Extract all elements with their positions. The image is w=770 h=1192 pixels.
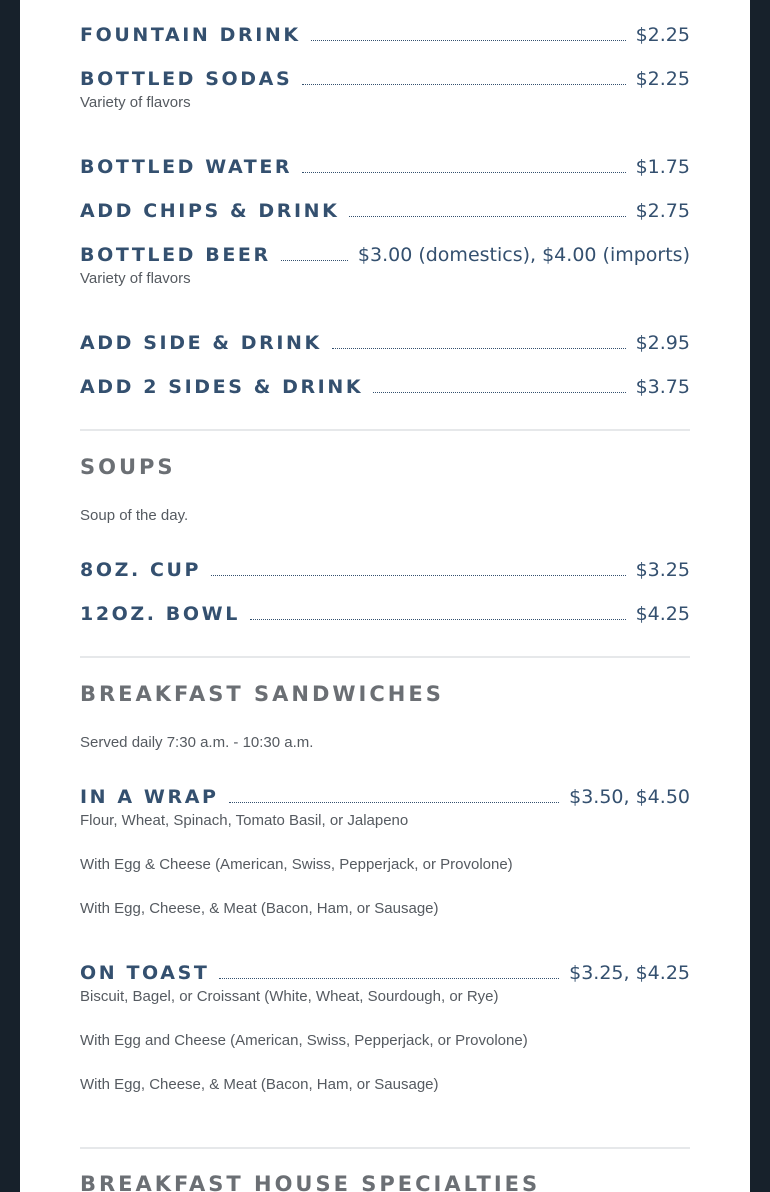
item-name: BOTTLED BEER — [80, 244, 271, 266]
dotted-leader — [219, 978, 559, 979]
item-name: IN A WRAP — [80, 786, 219, 808]
item-description: With Egg, Cheese, & Meat (Bacon, Ham, or Sausage) — [80, 1076, 439, 1093]
menu-item-bottled-beer — [80, 241, 690, 269]
menu-item-bottled-sodas — [80, 65, 690, 93]
item-name: BOTTLED SODAS — [80, 68, 293, 90]
item-description: With Egg, Cheese, & Meat (Bacon, Ham, or Sausage) — [80, 900, 439, 917]
item-description: Variety of flavors — [80, 94, 191, 111]
dotted-leader — [373, 392, 625, 393]
item-description: Flour, Wheat, Spinach, Tomato Basil, or Jalapeno — [80, 812, 409, 829]
dotted-leader — [250, 619, 626, 620]
item-price: $2.95 — [635, 332, 690, 354]
dotted-leader — [302, 84, 625, 85]
menu-page — [20, 0, 750, 1192]
menu-item-add-side-drink — [80, 329, 690, 357]
dotted-leader — [311, 40, 626, 41]
menu-item-on-toast — [80, 959, 690, 987]
item-description: With Egg and Cheese (American, Swiss, Pepperjack, or Provolone) — [80, 1032, 528, 1049]
section-title-breakfast-house-specialties: BREAKFAST HOUSE SPECIALTIES — [80, 1172, 541, 1192]
item-name: 12OZ. BOWL — [80, 603, 240, 625]
item-price: $3.25 — [635, 559, 690, 581]
section-description: Soup of the day. — [80, 507, 189, 524]
menu-item-add-2-sides-drink — [80, 373, 690, 401]
section-title-breakfast-sandwiches: BREAKFAST SANDWICHES — [80, 682, 444, 706]
item-description: Biscuit, Bagel, or Croissant (White, Wheat, Sourdough, or Rye) — [80, 988, 499, 1005]
item-name: ADD CHIPS & DRINK — [80, 200, 340, 222]
dotted-leader — [281, 260, 348, 261]
item-price: $1.75 — [635, 156, 690, 178]
item-name: ADD 2 SIDES & DRINK — [80, 376, 364, 398]
dotted-leader — [211, 575, 626, 576]
menu-item-in-a-wrap — [80, 783, 690, 811]
section-divider — [80, 1147, 690, 1149]
item-description: With Egg & Cheese (American, Swiss, Pepperjack, or Provolone) — [80, 856, 513, 873]
item-price: $2.25 — [635, 68, 690, 90]
dotted-leader — [349, 216, 625, 217]
dotted-leader — [229, 802, 560, 803]
item-price: $2.75 — [635, 200, 690, 222]
item-price: $3.50, $4.50 — [569, 786, 690, 808]
item-name: BOTTLED WATER — [80, 156, 293, 178]
cut-off-item — [80, 0, 690, 2]
menu-item-8oz-cup — [80, 556, 690, 584]
item-price: $2.25 — [635, 24, 690, 46]
section-divider — [80, 656, 690, 658]
dotted-leader — [332, 348, 626, 349]
menu-item-add-chips-drink — [80, 197, 690, 225]
section-description: Served daily 7:30 a.m. - 10:30 a.m. — [80, 734, 314, 751]
dotted-leader — [302, 172, 625, 173]
item-price: $3.75 — [635, 376, 690, 398]
item-name: 8OZ. CUP — [80, 559, 202, 581]
section-divider — [80, 429, 690, 431]
item-name: FOUNTAIN DRINK — [80, 24, 301, 46]
menu-item-12oz-bowl — [80, 600, 690, 628]
section-title-soups: SOUPS — [80, 455, 176, 479]
menu-item-bottled-water — [80, 153, 690, 181]
item-name: ADD SIDE & DRINK — [80, 332, 322, 354]
item-description: Variety of flavors — [80, 270, 191, 287]
item-price: $3.25, $4.25 — [569, 962, 690, 984]
item-price: $3.00 (domestics), $4.00 (imports) — [357, 244, 690, 266]
item-name: ON TOAST — [80, 962, 210, 984]
item-price: $4.25 — [635, 603, 690, 625]
menu-item-fountain-drink — [80, 21, 690, 49]
